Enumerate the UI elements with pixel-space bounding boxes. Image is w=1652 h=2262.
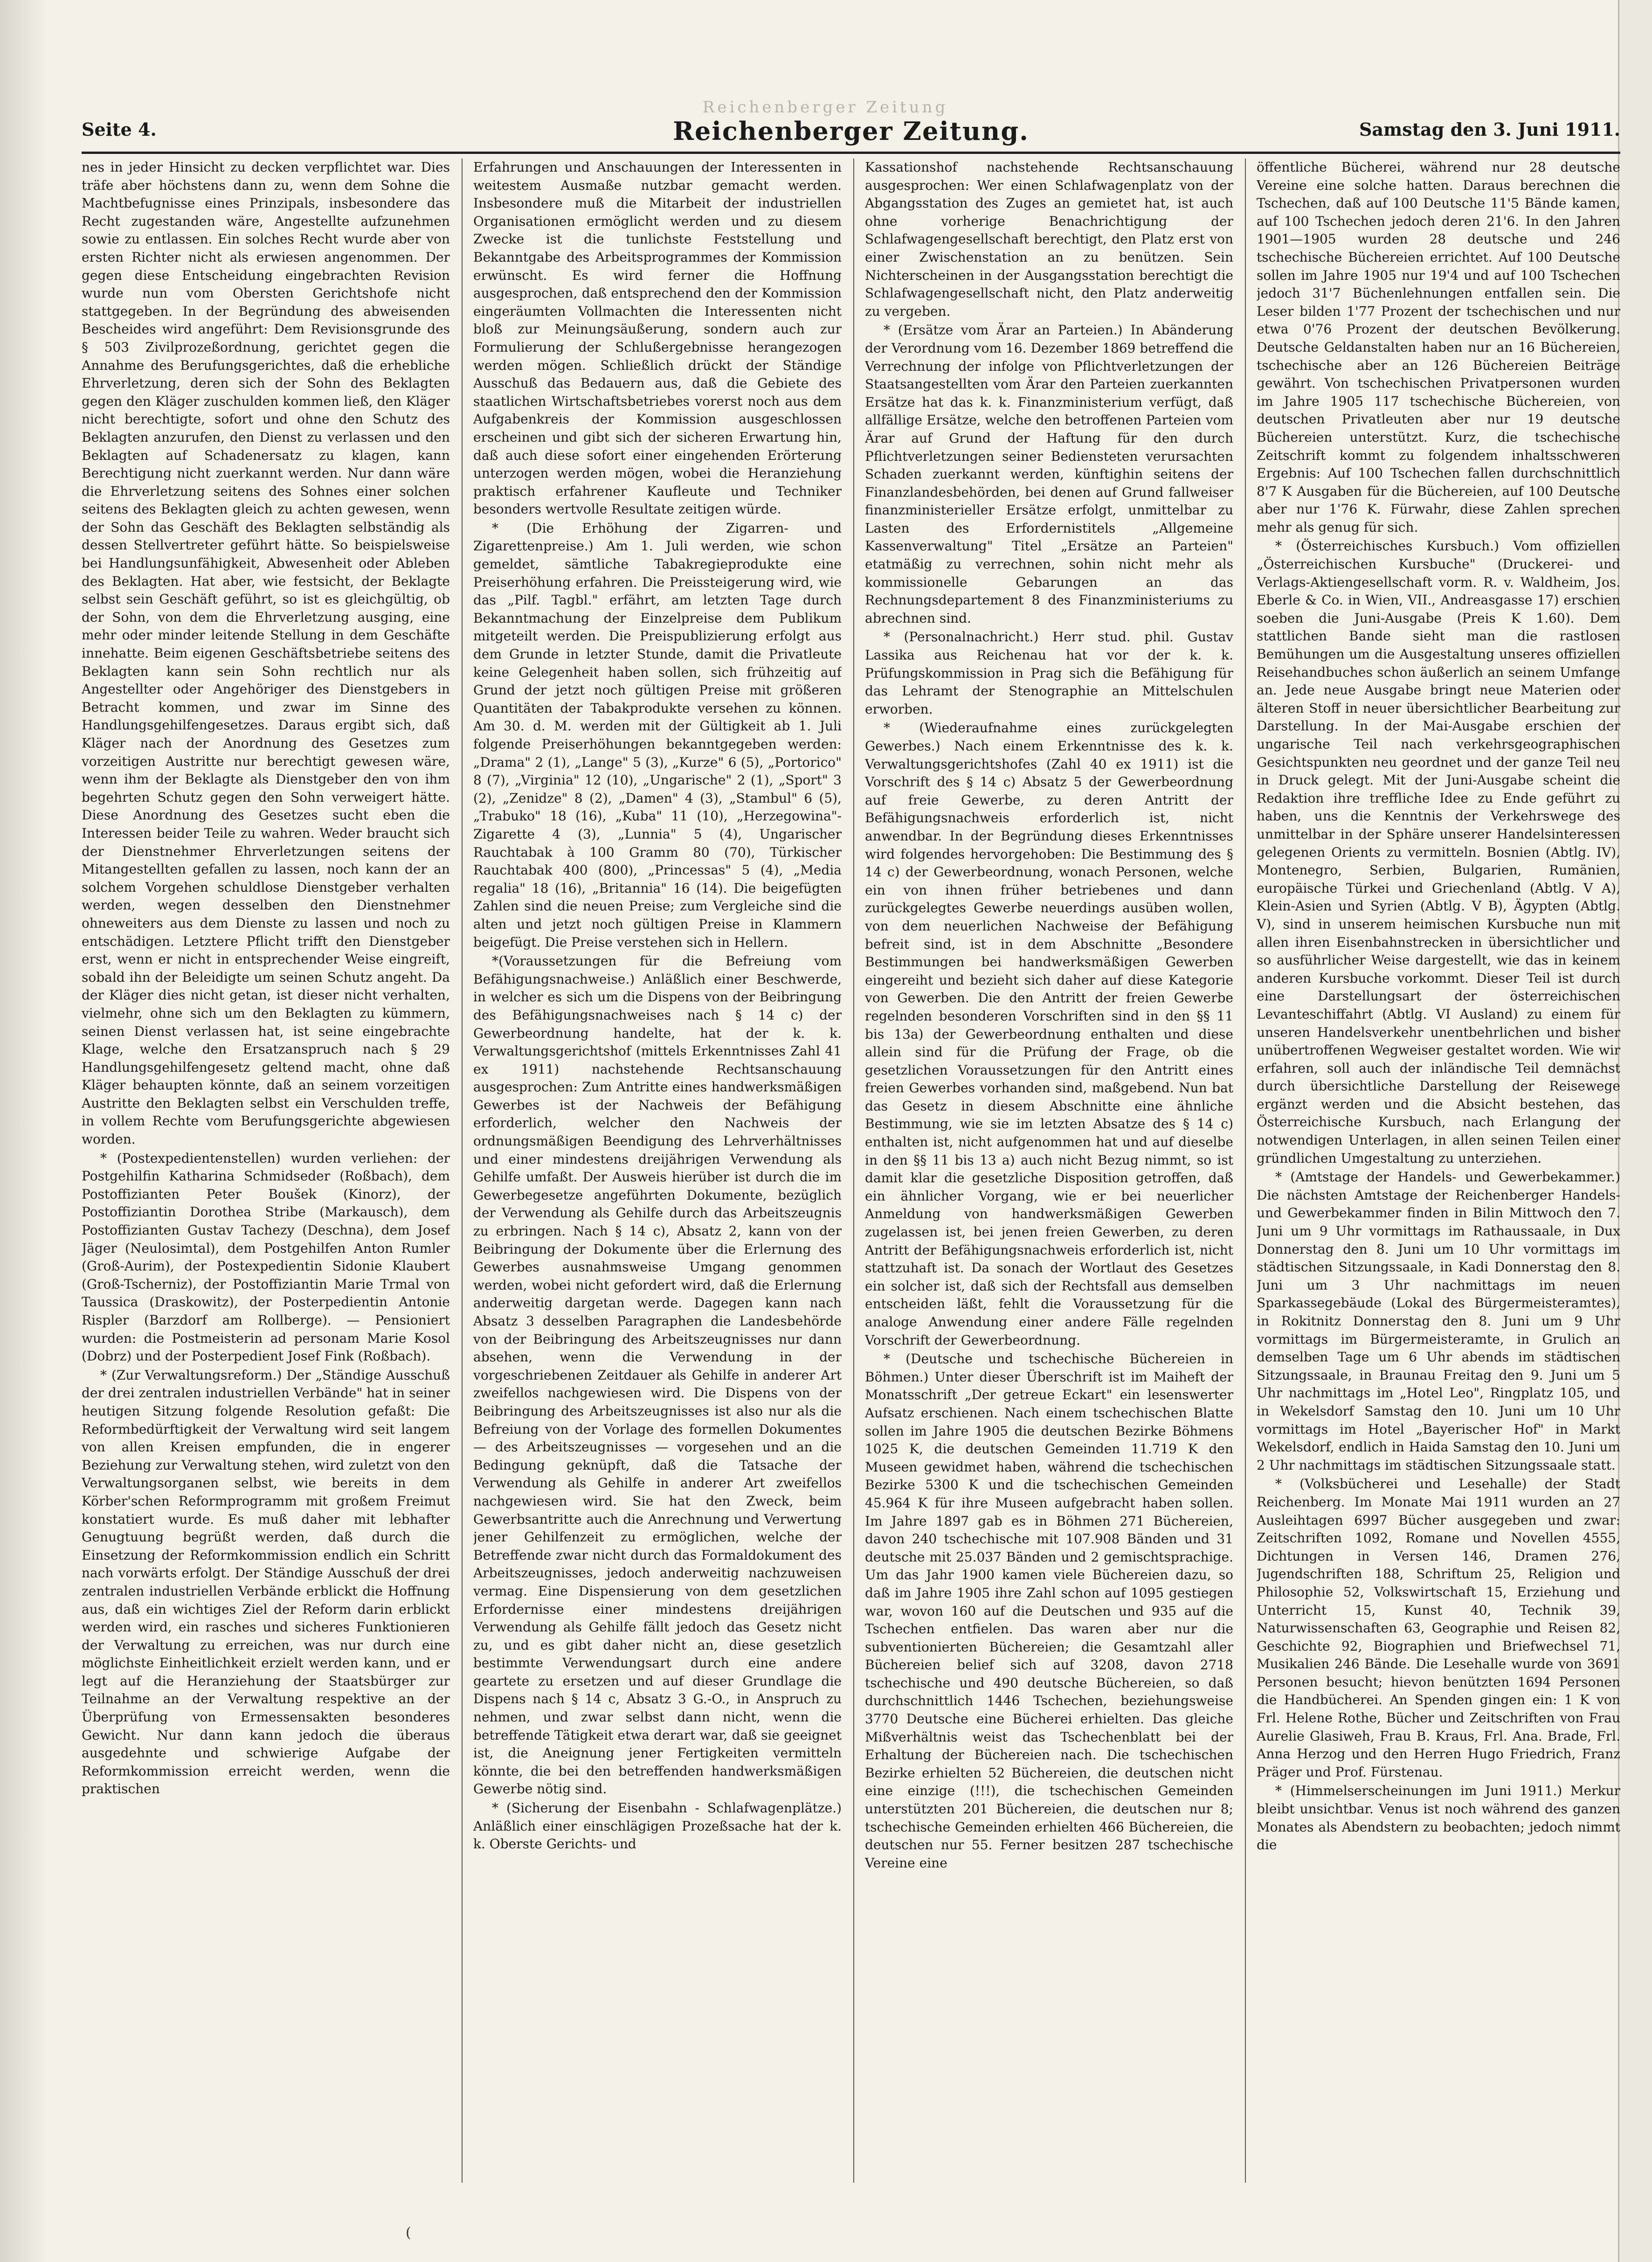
newspaper-title: Reichenberger Zeitung. [673,116,1029,146]
paragraph: * (Wiederaufnahme eines zurückgelegten Gewerbes.) Nach einem Erkenntnisse des k. k. Verwaltungsgerichtshofes (Zahl 40 ex 1911) ist die Vorschrift des § 14 c) Absatz 5 der Gewerbeordnung auf freie Gewerbe, zu deren Antritt der Befähigungsnachweis erforderlich ist, nicht anwendbar. In der Begründung dieses Erkenntnisses wird folgendes hervorgehoben: Die Bestimmung des § 14 c) der Gewerbeordnung, wonach Personen, welche ein von ihnen früher betriebenes und dann zurückgelegtes Gewerbe neuerdings ausüben wollen, von dem neuerlichen Nachweise der Befähigung befreit sind, ist in dem Abschnitte „Besondere Bestimmungen bei handwerksmäßigen Gewerben eingereiht und bezieht sich daher auf diese Kategorie von Gewerben. Die den Antritt der freien Gewerbe regelnden besonderen Vorschriften sind in den §§ 11 bis 13a) der Gewerbeordnung enthalten und diese allein sind für die Prüfung der Frage, ob die gesetzlichen Voraussetzungen für den Antritt eines freien Gewerbes vorhanden sind, maßgebend. Nun bat das Gesetz in diesem Abschnitte eine ähnliche Bestimmung, wie sie im letzten Absatze des § 14 c) enthalten ist, nicht aufgenommen hat und auf dieselbe in den §§ 11 bis 13 a) auch nicht Bezug nimmt, so ist damit klar die gesetzliche Disposition getroffen, daß ein ähnlicher Vorgang, wie er bei neuerlicher Anmeldung von handwerksmäßigen Gewerben zugelassen ist, bei jenen freien Gewerben, zu deren Antritt der Befähigungsnachweis erforderlich ist, nicht stattzuhaft ist. Da sonach der Wortlaut des Gesetzes ein solcher ist, daß sich der Rechtsfall aus demselben entscheiden läßt, fehlt die Voraussetzung für die analoge Anwendung einer andere Fälle regelnden Vorschrift der Gewerbeordnung. [865,720,1233,1348]
page-number: Seite 4. [82,119,157,140]
paragraph: * (Österreichisches Kursbuch.) Vom offiziellen „Österreichischen Kursbuche" (Druckerei- und Verlags-Aktiengesellschaft vorm. R. v. Waldheim, Jos. Eberle & Co. in Wien, VII., Andreasgasse 17) erschien soeben die Juni-Ausgabe (Preis K 1.60). Dem stattlichen Bande sieht man die rastlosen Bemühungen um die Ausgestaltung unseres offiziellen Reisehandbuches schon äußerlich an seinem Umfange an. Jede neue Ausgabe bringt neue Materien oder älteren Stoff in neuer übersichtlicher Bearbeitung zur Darstellung. In der Mai-Ausgabe erschien der ungarische Teil nach verkehrsgeographischen Gesichtspunkten neu geordnet und der ganze Teil neu in Druck gelegt. Mit der Juni-Ausgabe scheint die Redaktion ihre treffliche Idee zu Ende geführt zu haben, uns die Kenntnis der Verkehrswege des unmittelbar in der Sphäre unserer Handelsinteressen gelegenen Orients zu vermitteln. Bosnien (Abtlg. IV), Montenegro, Serbien, Bulgarien, Rumänien, europäische Türkei und Griechenland (Abtlg. V A), Klein-Asien und Syrien (Abtlg. V B), Ägypten (Abtlg. V), sind in unserem heimischen Kursbuche nun mit allen ihren Eisenbahnstrecken in übersichtlicher und so ausführlicher Weise dargestellt, wie das in keinem anderen Kursbuche vorkommt. Dieser Teil ist durch eine Darstellungsart der österreichischen Levanteschiffahrt (Abtlg. VI Ausland) zu einem für unseren Handelsverkehr unentbehrlichen und bisher unübertroffenen Wegweiser gestaltet worden. Wie wir erfahren, soll auch der inländische Teil demnächst durch übersichtliche Darstellung der Reisewege ergänzt werden und die Absicht bestehen, das Österreichische Kursbuch, nach Erlangung der notwendigen Unterlagen, in allen seinen Teilen einer gründlichen Umgestaltung zu unterziehen. [1257,538,1620,1166]
faint-bleedthrough-text: Reichenberger Zeitung [702,98,948,117]
page-right-edge [1618,0,1652,2262]
paragraph: Kassationshof nachstehende Rechtsanschauung ausgesprochen: Wer einen Schlafwagenplatz von der Abgangsstation des Zuges an gemietet hat, ist auch ohne vorherige Benachrichtigung der Schlafwagengesellschaft berechtigt, den Platz erst von einer Zwischenstation an zu benützen. Sein Nichterscheinen in der Ausgangsstation berechtigt die Schlafwagengesellschaft nicht, den Platz anderweitig zu vergeben. [865,160,1233,319]
paragraph: * (Ersätze vom Ärar an Parteien.) In Abänderung der Verordnung vom 16. Dezember 1869 betreffend die Verrechnung der infolge von Pflichtverletzungen der Staatsangestellten vom Ärar den Parteien zuerkannten Ersätze hat das k. k. Finanzministerium verfügt, daß allfällige Ersätze, welche den betroffenen Parteien vom Ärar auf Grund der Haftung für den durch Pflichtverletzungen seiner Bediensteten verursachten Schaden zuerkannt werden, künftighin seitens der Finanzlandesbehörden, bei denen auf Grund fallweiser finanzministerieller Ersätze erfolgt, unmittelbar zu Lasten des Erfordernistitels „Allgemeine Kassenverwaltung" Titel „Ersätze an Parteien" etatmäßig zu verrechnen, sohin nicht mehr als kommissionelle Gebarungen an das Rechnungsdepartement 8 des Finanzministeriums zu abrechnen sind. [865,322,1233,626]
column-rule [462,159,463,2183]
column-1 [82,159,450,2183]
article-columns [82,159,1620,2183]
paragraph: * (Zur Verwaltungsreform.) Der „Ständige Ausschuß der drei zentralen industriellen Verbände" hat in seiner heutigen Sitzung folgende Resolution gefaßt: Die Reformbedürftigkeit der Verwaltung wird seit langem von allen Kreisen empfunden, die in engerer Beziehung zur Verwaltung stehen, wird zuletzt von den Verwaltungsorganen selbst, wie bereits in dem Körber'schen Reformprogramm mit großem Freimut konstatiert wurde. Es muß daher mit lebhafter Genugtuung begrüßt werden, daß durch die Einsetzung der Reformkommission endlich ein Schritt nach vorwärts erfolgt. Der Ständige Ausschuß der drei zentralen industriellen Verbände erblickt die Hoffnung aus, daß ein wichtiges Ziel der Reform darin erblickt werden wird, ein rasches und sicheres Funktionieren der Verwaltung zu erreichen, was nur durch eine möglichste Einheitlichkeit erzielt werden kann, und er legt auf die Heranziehung der Staatsbürger zur Teilnahme an der Verwaltung respektive an der Überprüfung von Ermessensakten besonderes Gewicht. Nur dann kann jedoch die überaus ausgedehnte und schwierige Aufgabe der Reformkommission erreicht werden, wenn die praktischen [82,1367,450,1797]
paragraph: * (Amtstage der Handels- und Gewerbekammer.) Die nächsten Amtstage der Reichenberger Handels- und Gewerbekammer finden in Bilin Mittwoch den 7. Juni um 9 Uhr vormittags im Rathaussaale, in Dux Donnerstag den 8. Juni um 10 Uhr vormittags im städtischen Sitzungssaale, in Kadi Donnerstag den 8. Juni um 3 Uhr nachmittags im neuen Sparkassegebäude (Lokal des Bürgermeisteramtes), in Rokitnitz Donnerstag den 8. Juni um 9 Uhr vormittags im Bürgermeisteramte, in Grulich an demselben Tage um 6 Uhr abends im städtischen Sitzungssaale, in Braunau Freitag den 9. Juni um 5 Uhr nachmittags im „Hotel Leo", Ringplatz 105, und in Wekelsdorf Samstag den 10. Juni um 10 Uhr vormittags im Hotel „Bayerischer Hof" in Markt Wekelsdorf, endlich in Haida Samstag den 10. Juni um 2 Uhr nachmittags im städtischen Sitzungssaale statt. [1257,1169,1620,1473]
paragraph: * (Volksbücherei und Lesehalle) der Stadt Reichenberg. Im Monate Mai 1911 wurden an 27 Ausleihtagen 6997 Bücher ausgegeben und zwar: Zeitschriften 1092, Romane und Novellen 4555, Dichtungen in Versen 146, Dramen 276, Jugendschriften 188, Schriftum 25, Religion und Philosophie 52, Volkswirtschaft 15, Erziehung und Unterricht 15, Kunst 40, Technik 39, Naturwissenschaften 63, Geographie und Reisen 82, Geschichte 92, Biographien und Briefwechsel 71, Musikalien 246 Bände. Die Lesehalle wurde von 3691 Personen besucht; hievon benützten 1694 Personen die Handbücherei. An Spenden gingen ein: 1 K von Frl. Helene Rothe, Bücher und Zeitschriften von Frau Aurelie Glasiweh, Frau B. Kraus, Frl. Ana. Brade, Frl. Anna Herzog und den Herren Hugo Friedrich, Franz Präger und Prof. Fürstenau. [1257,1476,1620,1780]
column-4 [1257,159,1620,2183]
paragraph: Erfahrungen und Anschauungen der Interessenten in weitestem Ausmaße nutzbar gemacht werden. Insbesondere muß die Mitarbeit der industriellen Organisationen ermöglicht werden und zu diesem Zwecke ist die tunlichste Feststellung und Bekanntgabe des Arbeitsprogrammes der Kommission erwünscht. Es wird ferner die Hoffnung ausgesprochen, daß entsprechend den der Kommission eingeräumten Vollmachten die Interessenten nicht bloß zur Meinungsäußerung, sondern auch zur Formulierung der Schlußergebnisse herangezogen werden mögen. Schließlich drückt der Ständige Ausschuß das Bedauern aus, daß die Gebiete des staatlichen Wirtschaftsbetriebes vorerst noch aus dem Aufgabenkreis der Kommission ausgeschlossen erscheinen und gibt sich der sicheren Erwartung hin, daß auch diese sofort einer eingehenden Erörterung unterzogen werden mögen, wobei die Heranziehung praktisch erfahrener Kaufleute und Techniker besonders wertvolle Resultate zeitigen würde. [473,160,842,517]
page-left-shadow [0,0,47,2262]
paragraph: * (Sicherung der Eisenbahn - Schlafwagenplätze.) Anläßlich einer einschlägigen Prozeßsache hat der k. k. Oberste Gerichts- und [473,1800,842,1852]
column-3 [865,159,1233,2183]
paragraph: * (Postexpedientenstellen) wurden verliehen: der Postgehilfin Katharina Schmidseder (Roßbach), dem Postoffizianten Peter Boušek (Kinorz), der Postoffiziantin Dorothea Stribe (Markausch), dem Postoffizianten Gustav Tachezy (Deschna), dem Josef Jäger (Neulosimtal), dem Postgehilfen Anton Rumler (Groß-Aurim), der Postexpedientin Sidonie Klaubert (Groß-Tscherniz), der Postoffiziantin Marie Trmal von Taussica (Draskowitz), der Posterpedientin Antonie Rispler (Barzdorf am Rollberge). — Pensioniert wurden: die Postmeisterin ad personam Marie Kosol (Dobrz) und der Posterpedient Josef Fink (Roßbach). [82,1150,450,1364]
paragraph: * (Deutsche und tschechische Büchereien in Böhmen.) Unter dieser Überschrift ist im Maiheft der Monatsschrift „Der getreue Eckart" ein lesenswerter Aufsatz erschienen. Nach einem tschechischen Blatte sollen im Jahre 1905 die deutschen Bezirke Böhmens 1025 K, die deutschen Gemeinden 11.719 K den Museen gewidmet haben, während die tschechischen Bezirke 5300 K und die tschechischen Gemeinden 45.964 K für ihre Museen aufgebracht haben sollen. Im Jahre 1897 gab es in Böhmen 271 Büchereien, davon 240 tschechische mit 107.908 Bänden und 31 deutsche mit 25.037 Bänden und 2 gemischtsprachige. Um das Jahr 1900 kamen viele Büchereien dazu, so daß im Jahre 1905 ihre Zahl schon auf 1095 gestiegen war, wovon 160 auf die Deutschen und 935 auf die Tschechen entfielen. Das waren aber nur die subventionierten Büchereien; die Gesamtzahl aller Büchereien belief sich auf 3208, davon 2718 tschechische und 490 deutsche Büchereien, so daß durchschnittlich 1446 Tschechen, beziehungsweise 3770 Deutsche eine Bücherei erhielten. Das gleiche Mißverhältnis weist das Tschechenblatt bei der Erhaltung der Büchereien nach. Die tschechischen Bezirke erhielten 52 Büchereien, die deutschen nicht eine einzige (!!!), die tschechischen Gemeinden unterstützten 201 Büchereien, die deutschen nur 8; tschechische Gemeinden erhielten 466 Büchereien, die deutschen nur 55. Ferner besitzen 287 tschechische Vereine eine [865,1351,1233,1871]
paragraph: * (Personalnachricht.) Herr stud. phil. Gustav Lassika aus Reichenau hat vor der k. k. Prüfungskommission in Prag sich die Befähigung für das Lehramt der Stenographie an Mittelschulen erworben. [865,629,1233,717]
issue-date: Samstag den 3. Juni 1911. [1359,119,1620,140]
paragraph: *(Voraussetzungen für die Befreiung vom Befähigungsnachweise.) Anläßlich einer Beschwerde, in welcher es sich um die Dispens von der Beibringung des Befähigungsnachweises nach § 14 c) der Gewerbeordnung handelte, hat der k. k. Verwaltungsgerichtshof (mittels Erkenntnisses Zahl 41 ex 1911) nachstehende Rechtsanschauung ausgesprochen: Zum Antritte eines handwerksmäßigen Gewerbes ist der Nachweis der Befähigung erforderlich, welcher den Nachweis der ordnungsmäßigen Beendigung des Lehrverhältnisses und einer mindestens dreijährigen Verwendung als Gehilfe umfaßt. Der Ausweis hierüber ist durch die im Gewerbegesetze angeführten Dokumente, bezüglich der Verwendung als Gehilfe durch das Arbeitszeugnis zu erbringen. Nach § 14 c), Absatz 2, kann von der Beibringung der Dokumente über die Erlernung des Gewerbes ausnahmsweise Umgang genommen werden, wobei nicht gefordert wird, daß die Erlernung anderweitig dargetan werde. Dagegen kann nach Absatz 3 desselben Paragraphen die Landesbehörde von der Beibringung des Arbeitszeugnisses nur dann absehen, wenn die Verwendung in der vorgeschriebenen Zeitdauer als Gehilfe in anderer Art zweifellos nachgewiesen wird. Die Dispens von der Beibringung des Arbeitszeugnisses ist also nur als die Befreiung von der Vorlage des formellen Dokumentes — des Arbeitszeugnisses — vorgesehen und an die Bedingung geknüpft, daß die Tatsache der Verwendung als Gehilfe in anderer Art zweifellos nachgewiesen wird. Sie hat den Zweck, beim Gewerbsantritte auch die Anrechnung und Verwertung jener Gehilfenzeit zu ermöglichen, welche der Betreffende zwar nicht durch das Formaldokument des Arbeitszeugnisses, jedoch anderweitig nachzuweisen vermag. Eine Dispensierung von dem gesetzlichen Erfordernisse einer mindestens dreijährigen Verwendung als Gehilfe fällt jedoch das Gesetz nicht zu, und es gibt daher nicht an, diese gesetzlich bestimmte Verwendungsart durch eine andere geartete zu ersetzen und auf dieser Grundlage die Dispens nach § 14 c, Absatz 3 G.-O., in Anspruch zu nehmen, und zwar selbst dann nicht, wenn die betreffende Tätigkeit etwa derart war, daß sie geeignet ist, die Aneignung jener Fertigkeiten vermitteln könnte, die bei den betreffenden handwerksmäßigen Gewerbe nötig sind. [473,953,842,1797]
column-2 [473,159,842,2183]
paragraph: nes in jeder Hinsicht zu decken verpflichtet war. Dies träfe aber höchstens dann zu, wenn dem Sohne die Machtbefugnisse eines Prinzipals, insbesondere das Recht zugestanden wäre, Angestellte aufzunehmen sowie zu entlassen. Ein solches Recht wurde aber von ersten Richter nicht als erwiesen angenommen. Der gegen diese Entscheidung eingebrachten Revision wurde nun vom Obersten Gerichtshofe nicht stattgegeben. In der Begründung des abweisenden Bescheides wird angeführt: Dem Revisionsgrunde des § 503 Zivilprozeßordnung, gerichtet gegen die Annahme des Berufungsgerichtes, daß die erhebliche Ehrverletzung, deren sich der Sohn des Beklagten gegen den Kläger zuschulden kommen ließ, den Kläger nicht berechtigte, sofort und ohne den Schutz des Beklagten anzurufen, den Dienst zu verlassen und den Beklagten auf Schadenersatz zu klagen, kann Berechtigung nicht zuerkannt werden. Nur dann wäre die Ehrverletzung seitens des Sohnes einer solchen seitens des Beklagten gleich zu achten gewesen, wenn der Sohn das Geschäft des Beklagten selbständig als dessen Stellvertreter geführt hätte. So beispielsweise bei Handlungsunfähigkeit, Abwesenheit oder Ableben des Beklagten. Hat aber, wie festsicht, der Beklagte selbst sein Geschäft geführt, so ist es gleichgültig, ob der Sohn, von dem die Ehrverletzung ausging, eine mehr oder minder leitende Stellung in dem Geschäfte innehatte. Beim eigenen Geschäftsbetriebe seitens des Beklagten kann sein Sohn rechtlich nur als Angestellter oder Angehöriger des Dienstgebers in Betracht kommen, und zwar im Sinne des Handlungsgehilfengesetzes. Daraus ergibt sich, daß Kläger nach der Anordnung des Gesetzes zum vorzeitigen Austritte nur berechtigt gewesen wäre, wenn ihm der Beklagte als Dienstgeber den von ihm begehrten Schutz gegen den Sohn verweigert hätte. Diese Anordnung des Gesetzes sucht eben die Interessen beider Teile zu wahren. Weder braucht sich der Dienstnehmer Ehrverletzungen seitens der Mitangestellten gefallen zu lassen, noch kann der an solchem Vorgehen schuldlose Dienstgeber verhalten werden, wegen desselben den Dienstnehmer ohneweiters aus dem Dienste zu lassen und noch zu entschädigen. Letztere Pflicht trifft den Dienstgeber erst, wenn er nicht in entsprechender Weise eingreift, sobald ihn der Beleidigte um seinen Schutz angeht. Da der Kläger dies nicht getan, ist dieser nicht verhalten, vielmehr, ohne sich um den Beklagten zu kümmern, seinen Dienst verlassen hat, ist seine eingebrachte Klage, welche den Ersatzanspruch nach § 29 Handlungsgehilfengesetz geltend macht, ohne daß Kläger behaupten könnte, daß an seinem vorzeitigen Austritte den Beklagten selbst ein Verschulden treffe, in vollem Rechte vom Berufungsgerichte abgewiesen worden. [82,160,450,1147]
page-header [82,116,1620,154]
paragraph: * (Die Erhöhung der Zigarren- und Zigarettenpreise.) Am 1. Juli werden, wie schon gemeldet, sämtliche Tabakregieprodukte eine Preiserhöhung erfahren. Die Preissteigerung wird, wie das „Pilf. Tagbl." erfährt, am letzten Tage durch Bekanntmachung der Einzelpreise dem Publikum mitgeteilt werden. Die Preispublizierung erfolgt aus dem Grunde in letzter Stunde, damit die Privatleute keine Gelegenheit haben sollen, sich frühzeitig auf Grund der jetzt noch gültigen Preise mit größeren Quantitäten der Tabakprodukte versehen zu können. Am 30. d. M. werden mit der Gültigkeit ab 1. Juli folgende Preiserhöhungen bekanntgegeben werden: „Drama" 2 (1), „Lange" 5 (3), „Kurze" 6 (5), „Portorico" 8 (7), „Virginia" 12 (10), „Ungarische" 2 (1), „Sport" 3 (2), „Zenidze" 8 (2), „Damen" 4 (3), „Stambul" 6 (5), „Trabuko" 18 (16), „Kuba" 11 (10), „Herzegowina"-Zigarette 4 (3), „Lunnia" 5 (4), Ungarischer Rauchtabak à 100 Gramm 80 (70), Türkischer Rauchtabak 400 (800), „Princessas" 5 (4), „Media regalia" 18 (16), „Britannia" 16 (14). Die beigefügten Zahlen sind die neuen Preise; zum Vergleiche sind die alten und jetzt noch gültigen Preise in Klammern beigefügt. Die Preise verstehen sich in Hellern. [473,520,842,950]
column-rule [1245,159,1246,2183]
bottom-margin-mark: ( [406,2225,411,2241]
paragraph: * (Himmelserscheinungen im Juni 1911.) Merkur bleibt unsichtbar. Venus ist noch während des ganzen Monates als Abendstern zu beobachten; jedoch nimmt die [1257,1783,1620,1853]
paragraph: öffentliche Bücherei, während nur 28 deutsche Vereine eine solche hatten. Daraus berechnen die Tschechen, daß auf 100 Deutsche 11'5 Bände kamen, auf 100 Tschechen jedoch deren 21'6. In den Jahren 1901—1905 wurden 28 deutsche und 246 tschechische Büchereien errichtet. Auf 100 Deutsche sollen im Jahre 1905 nur 19'4 und auf 100 Tschechen jedoch 31'7 Büchenlehnungen entfallen sein. Die Leser bilden 1'77 Prozent der tschechischen und nur etwa 0'76 Prozent der deutschen Bevölkerung. Deutsche Geldanstalten haben nur an 16 Büchereien, tschechische aber an 126 Büchereien Beiträge gewährt. Von tschechischen Privatpersonen wurden im Jahre 1905 117 tschechische Büchereien, von deutschen Privatleuten aber nur 19 deutsche Büchereien unterstützt. Kurz, die tschechische Zeitschrift kommt zu folgendem inhaltsschweren Ergebnis: Auf 100 Tschechen fallen durchschnittlich 8'7 K Ausgaben für die Büchereien, auf 100 Deutsche aber nur 1'76 K. Fürwahr, diese Zahlen sprechen mehr als genug für sich. [1257,160,1620,535]
column-rule [853,159,854,2183]
